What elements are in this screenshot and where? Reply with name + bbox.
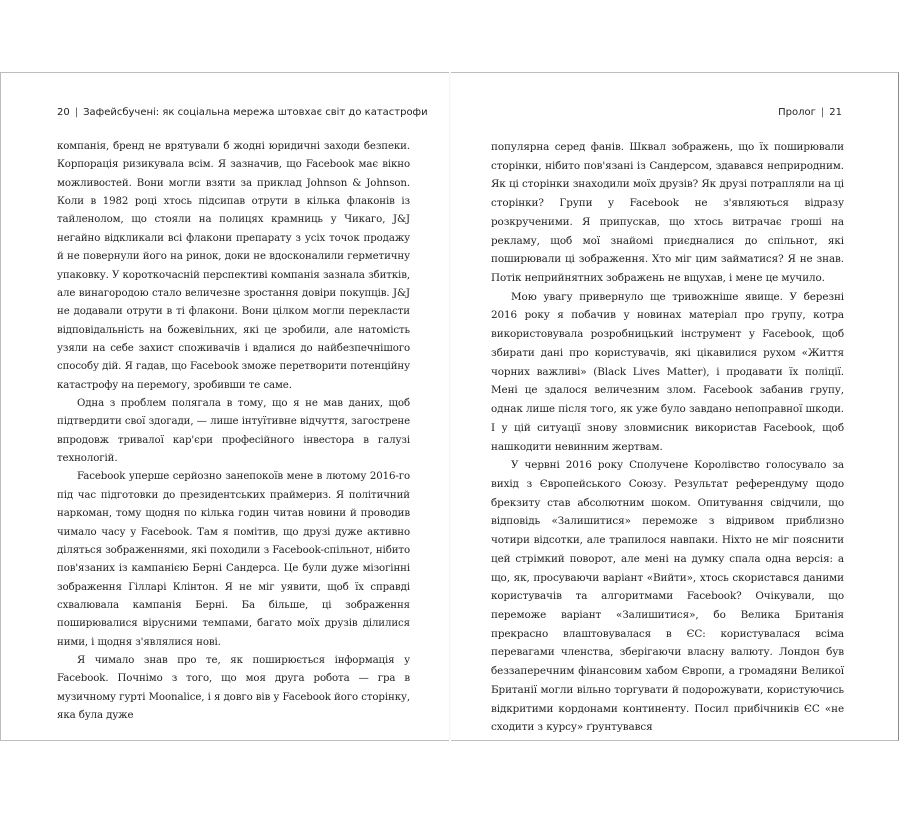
left-running-head xyxy=(57,107,428,118)
right-page-number: 21 xyxy=(829,107,842,118)
book-gutter xyxy=(449,72,451,741)
left-page-number: 20 xyxy=(57,107,70,118)
paragraph: популярна серед фанів. Шквал зображень, що їх поширювали сторінки, нібито пов'язані із Сандерсом, здавався неприродним. Як ці сторінки знаходили моїх друзів? Як друзі потрапляли на ці сторінки? Групи у Facebook не з'являються відразу розкрученими. Я припускав, що хтось витрачає гроші на рекламу, щоб мої знайомі приєдналися до спільнот, які поширювали ці зображення. Хто міг цим займатися? Я не знав. Потік неприйнятних зображень не вщухав, і мене це мучило. xyxy=(491,141,844,285)
paragraph: У червні 2016 року Сполучене Королівство голосувало за вихід з Європейського Союзу. Результат референдуму щодо брекзиту став абсолютним шоком. Опитування свідчили, що відповідь «Залишитися» переможе з відривом приблизно чотири відсотки, але трапилося навпаки. Ніхто не міг пояснити цей стрімкий поворот, але мені на думку спала одна версія: а що, як, просуваючи варіант «Вийти», хтось скористався даними користувачів та алгоритмами Facebook? Очікували, що переможе варіант «Залишитися», бо Велика Британія прекрасно влаштовувалася в ЄС: користувалася всіма перевагами членства, зберігаючи власну валюту. Лондон був беззаперечним фінансовим хабом Європи, а громадяни Великої Британії могли вільно торгувати й подорожувати, користуючись відкритими кордонами континенту. Посил прибічників ЄС «не сходити з курсу» ґрунтувався xyxy=(491,459,844,734)
paragraph: Одна з проблем полягала в тому, що я не мав даних, щоб підтвердити свої здогади, — лише інтуїтивне відчуття, загострене впродовж тривалої кар'єри професійного інвестора в галузі технологій. xyxy=(57,398,410,465)
right-page-body xyxy=(491,138,844,737)
paragraph: Я чимало знав про те, як поширюється інформація у Facebook. Почнімо з того, що моя друга робота — гра в музичному гурті Moonalice, і я довго вів у Facebook його сторінку, яка була дуже xyxy=(57,655,410,722)
paragraph: Мою увагу привернуло ще тривожніше явище. У березні 2016 року я побачив у новинах матеріал про групу, котра використовувала розробницький інструмент у Facebook, щоб збирати дані про користувачів, які цікавилися рухом «Життя чорних важливі» (Black Lives Matter), і продавати їх поліції. Мені це здалося величезним злом. Facebook забанив групу, однак лише після того, як уже було завдано непоправної шкоди. І у цій ситуації знову зловмисник використав Facebook, щоб нашкодити невинним жертвам. xyxy=(491,290,844,453)
paragraph: компанія, бренд не врятували б жодні юридичні заходи безпеки. Корпорація ризикувала всім. Я зазначив, що Facebook має вікно можливостей. Вони могли взяти за приклад Johnson & Johnson. Коли в 1982 році хтось підсипав отрути в кілька флаконів із тайленолом, що стояли на полицях крамниць у Чикаго, J&J негайно відкликали всі флакони препарату з усіх точок продажу й не повернули його на ринок, доки не вдосконалили герметичну упаковку. У короткочасній перспективі компанія зазнала збитків, але винагородою стало величезне зростання довіри покупців. J&J не додавали отрути в ті флакони. Вони цілком могли перекласти відповідальність на божевільних, які це зробили, але натомість узяли на себе захист споживачів і вдалися до найбезпечнішого способу дій. Я гадав, що Facebook зможе перетворити потенційну катастрофу на перемогу, зробивши те саме. xyxy=(57,141,410,391)
header-separator: | xyxy=(74,107,79,118)
header-separator: | xyxy=(820,107,825,118)
paragraph: Facebook уперше серйозно занепокоїв мене в лютому 2016-го під час підготовки до президентських праймериз. Я політичний наркоман, тому щодня по кілька годин читав новини й проводив чимало часу у Facebook. Там я помітив, що друзі дуже активно діляться зображеннями, які походили з Facebook-спільнот, нібито пов'язаних із кампанією Берні Сандерса. Це були дуже мізогінні зображення Гілларі Клінтон. Я не міг уявити, щоб їх справді схвалювала кампанія Берні. Ба більше, ці зображення поширювалися вірусними темпами, багато моїх друзів ділилися ними, і щодня з'являлися нові. xyxy=(57,471,410,648)
left-header-title: Зафейсбучені: як соціальна мережа штовхає світ до катастрофи xyxy=(83,107,428,118)
right-running-head xyxy=(778,107,842,118)
left-page-body xyxy=(57,138,410,726)
right-header-title: Пролог xyxy=(778,107,816,118)
